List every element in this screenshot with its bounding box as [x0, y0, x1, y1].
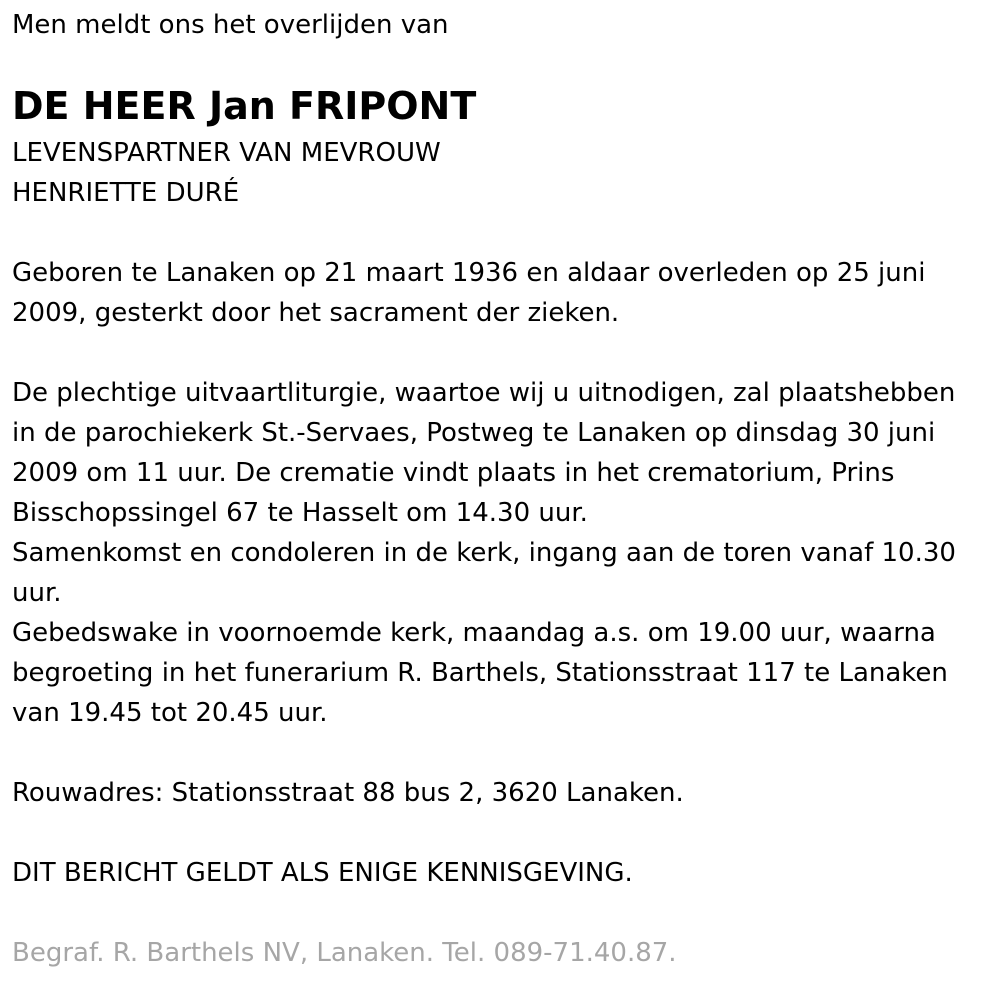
ceremony-line: Samenkomst en condoleren in de kerk, ingang aan de toren vanaf 10.30: [12, 538, 956, 568]
notice-statement: DIT BERICHT GELDT ALS ENIGE KENNISGEVING.: [12, 858, 633, 888]
birth-death-section: [12, 253, 988, 333]
partner-name: HENRIETTE DURÉ: [12, 178, 240, 208]
ceremony-line: uur.: [12, 578, 62, 608]
birth-line: 2009, gesterkt door het sacrament der zieken.: [12, 298, 620, 328]
ceremony-line: 2009 om 11 uur. De crematie vindt plaats in het crematorium, Prins: [12, 458, 895, 488]
ceremony-line: in de parochiekerk St.-Servaes, Postweg te Lanaken op dinsdag 30 juni: [12, 418, 936, 448]
ceremony-line: begroeting in het funerarium R. Barthels, Stationsstraat 117 te Lanaken: [12, 658, 948, 688]
ceremony-section: [12, 373, 988, 733]
mourning-address: Rouwadres: Stationsstraat 88 bus 2, 3620 Lanaken.: [12, 778, 684, 808]
partner-line: LEVENSPARTNER VAN MEVROUW: [12, 138, 441, 168]
deceased-name: DE HEER Jan FRIPONT: [12, 84, 477, 128]
ceremony-line: De plechtige uitvaartliturgie, waartoe wij u uitnodigen, zal plaatshebben: [12, 378, 956, 408]
funeral-home-footer: Begraf. R. Barthels NV, Lanaken. Tel. 089-71.40.87.: [12, 938, 677, 968]
birth-line: Geboren te Lanaken op 21 maart 1936 en aldaar overleden op 25 juni: [12, 258, 926, 288]
ceremony-line: Gebedswake in voornoemde kerk, maandag a.s. om 19.00 uur, waarna: [12, 618, 936, 648]
ceremony-line: van 19.45 tot 20.45 uur.: [12, 698, 328, 728]
intro-text: Men meldt ons het overlijden van: [12, 10, 449, 40]
partner-section: [12, 133, 988, 213]
ceremony-line: Bisschopssingel 67 te Hasselt om 14.30 uur.: [12, 498, 588, 528]
